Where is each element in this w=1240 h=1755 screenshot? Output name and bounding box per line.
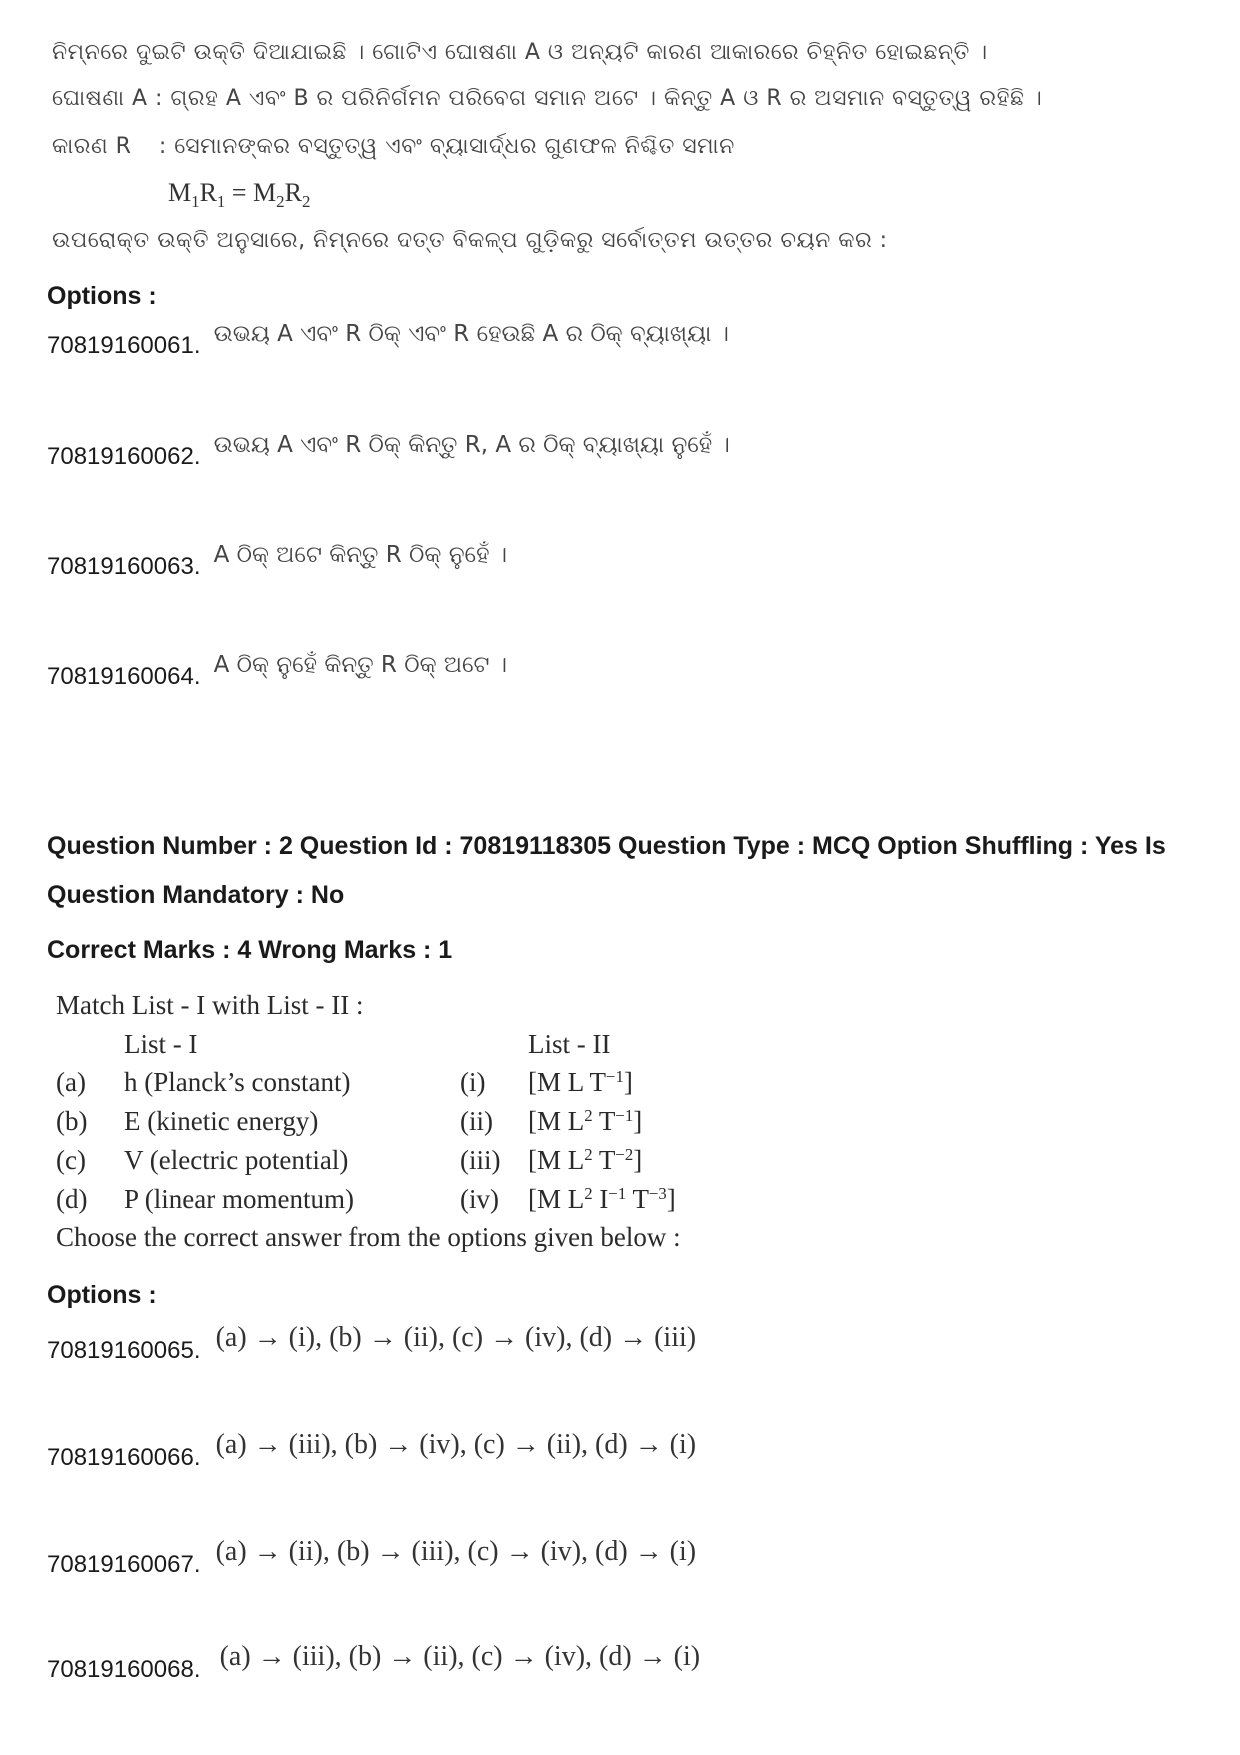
choose-instruction: Choose the correct answer from the options given below :	[56, 1222, 681, 1252]
q1-option[interactable]	[47, 542, 508, 581]
dim-text: [M L	[528, 1184, 585, 1215]
eq-m2: M	[253, 178, 277, 207]
q2-header-line1: Question Number : 2 Question Id : 70819118305 Question Type : MCQ Option Shuffling : Yes Is	[47, 832, 1166, 860]
dim-text: T	[592, 1106, 616, 1137]
option-text: (a) → (iii), (b) → (iv), (c) → (ii), (d) → (i)	[215, 1429, 697, 1460]
option-text: A ଠିକ୍ ଅଟେ କିନ୍ତୁ R ଠିକ୍ ନୁହେଁ ।	[213, 542, 508, 568]
row-label: (b)	[56, 1106, 88, 1136]
q1-options-label: Options :	[47, 282, 157, 310]
assertion-text: ଗ୍ରହ A ଏବଂ B ର ପରିନିର୍ଗମନ ପରିବେଗ ସମାନ ଅଟେ । କିନ୍ତୁ A ଓ R ର ଅସମାନ ବସ୍ତୁତ୍ୱ ରହିଛି ।	[170, 86, 1043, 111]
dimension-4	[528, 1184, 676, 1215]
option-text: (a) → (i), (b) → (ii), (c) → (iv), (d) → (iii)	[215, 1322, 697, 1353]
dim-text: [M L T	[528, 1067, 606, 1098]
row-roman: (i)	[460, 1067, 486, 1097]
q2-option[interactable]	[47, 1322, 697, 1366]
row-roman: (iii)	[460, 1145, 501, 1175]
eq-s1: 1	[191, 191, 200, 211]
dim-exp: −1	[608, 1184, 627, 1203]
eq-s2: 2	[276, 191, 285, 211]
q2-option[interactable]	[47, 1641, 701, 1685]
dim-text: T	[626, 1184, 649, 1215]
eq-t1: 1	[216, 191, 226, 211]
q2-header-line2: Question Mandatory : No	[47, 881, 345, 909]
dim-text: [M L	[528, 1145, 585, 1176]
eq-equals: =	[225, 178, 254, 207]
assertion-label: ଘୋଷଣା A :	[52, 86, 163, 111]
row-label: (a)	[56, 1067, 86, 1097]
q1-instruction: ଉପରୋକ୍ତ ଉକ୍ତି ଅନୁସାରେ, ନିମ୍ନରେ ଦତ୍ତ ବିକଳ୍ପ ଗୁଡ଼ିକରୁ ସର୍ବୋତ୍ତମ ଉତ୍ତର ଚୟନ କର :	[52, 228, 888, 253]
option-id: 70819160061.	[47, 332, 201, 359]
option-text: (a) → (ii), (b) → (iii), (c) → (iv), (d) → (i)	[215, 1536, 697, 1567]
q1-option[interactable]	[47, 432, 730, 471]
dim-text: ]	[633, 1106, 643, 1137]
q2-options-label: Options :	[47, 1281, 157, 1309]
option-id: 70819160065.	[47, 1337, 201, 1364]
option-id: 70819160064.	[47, 663, 201, 690]
dim-text: [M L	[528, 1106, 585, 1137]
dimension-3	[528, 1145, 642, 1176]
dim-text: I	[592, 1184, 609, 1215]
option-text: ଉଭୟ A ଏବଂ R ଠିକ୍ ଏବଂ R ହେଉଛି A ର ଠିକ୍ ବ୍ୟାଖ୍ୟା ।	[213, 321, 729, 347]
dim-exp: 2	[584, 1145, 593, 1164]
row-item: E (kinetic energy)	[124, 1106, 319, 1136]
row-label: (d)	[56, 1184, 88, 1214]
q1-assertion	[52, 86, 1042, 111]
option-id: 70819160066.	[47, 1444, 201, 1471]
q1-reason	[52, 134, 735, 159]
list2-heading: List - II	[528, 1029, 611, 1059]
option-id: 70819160062.	[47, 443, 201, 470]
dim-exp: −3	[648, 1184, 667, 1203]
row-roman: (ii)	[460, 1106, 493, 1136]
dim-exp: −1	[615, 1106, 634, 1125]
q1-option[interactable]	[47, 652, 508, 691]
option-text: ଉଭୟ A ଏବଂ R ଠିକ୍ କିନ୍ତୁ R, A ର ଠିକ୍ ବ୍ୟାଖ୍ୟା ନୁହେଁ ।	[213, 432, 730, 458]
dim-exp: 2	[584, 1184, 593, 1203]
row-item: h (Planck’s constant)	[124, 1067, 351, 1097]
q1-option[interactable]	[47, 321, 729, 360]
dim-text: ]	[623, 1067, 633, 1098]
reason-label: କାରଣ R	[52, 134, 132, 159]
q2-marks: Correct Marks : 4 Wrong Marks : 1	[47, 936, 453, 964]
eq-t2: 2	[301, 191, 311, 211]
option-id: 70819160063.	[47, 553, 201, 580]
q1-equation	[168, 178, 310, 212]
q2-option[interactable]	[47, 1429, 697, 1473]
dim-text: ]	[633, 1145, 643, 1176]
eq-r2: R	[284, 178, 302, 207]
row-roman: (iv)	[460, 1184, 499, 1214]
q2-option[interactable]	[47, 1536, 697, 1580]
dim-text: ]	[666, 1184, 676, 1215]
eq-r1: R	[199, 178, 217, 207]
dimension-2	[528, 1106, 642, 1137]
option-id: 70819160067.	[47, 1551, 201, 1578]
row-item: P (linear momentum)	[124, 1184, 354, 1214]
dimension-1	[528, 1067, 633, 1098]
dim-exp: 2	[584, 1106, 593, 1125]
row-label: (c)	[56, 1145, 86, 1175]
q1-intro: ନିମ୍ନରେ ଦୁଇଟି ଉକ୍ତି ଦିଆଯାଇଛି । ଗୋଟିଏ ଘୋଷଣା A ଓ ଅନ୍ୟଟି କାରଣ ଆକାରରେ ଚିହ୍ନିତ ହୋଇଛନ୍ତି ।	[52, 40, 988, 65]
eq-m1: M	[168, 178, 192, 207]
dim-exp: −2	[615, 1145, 634, 1164]
dim-exp: −1	[606, 1067, 624, 1086]
option-id: 70819160068.	[47, 1656, 201, 1683]
match-title: Match List - I with List - II :	[56, 990, 364, 1020]
reason-text: : ସେମାନଙ୍କର ବସ୍ତୁତ୍ୱ ଏବଂ ବ୍ୟାସାର୍ଦ୍ଧର ଗୁଣଫଳ ନିଶ୍ଚିତ ସମାନ	[158, 134, 735, 159]
option-text: A ଠିକ୍ ନୁହେଁ କିନ୍ତୁ R ଠିକ୍ ଅଟେ ।	[213, 652, 508, 678]
row-item: V (electric potential)	[124, 1145, 349, 1175]
option-text: (a) → (iii), (b) → (ii), (c) → (iv), (d) → (i)	[219, 1641, 701, 1672]
dim-text: T	[592, 1145, 616, 1176]
list1-heading: List - I	[124, 1029, 198, 1059]
